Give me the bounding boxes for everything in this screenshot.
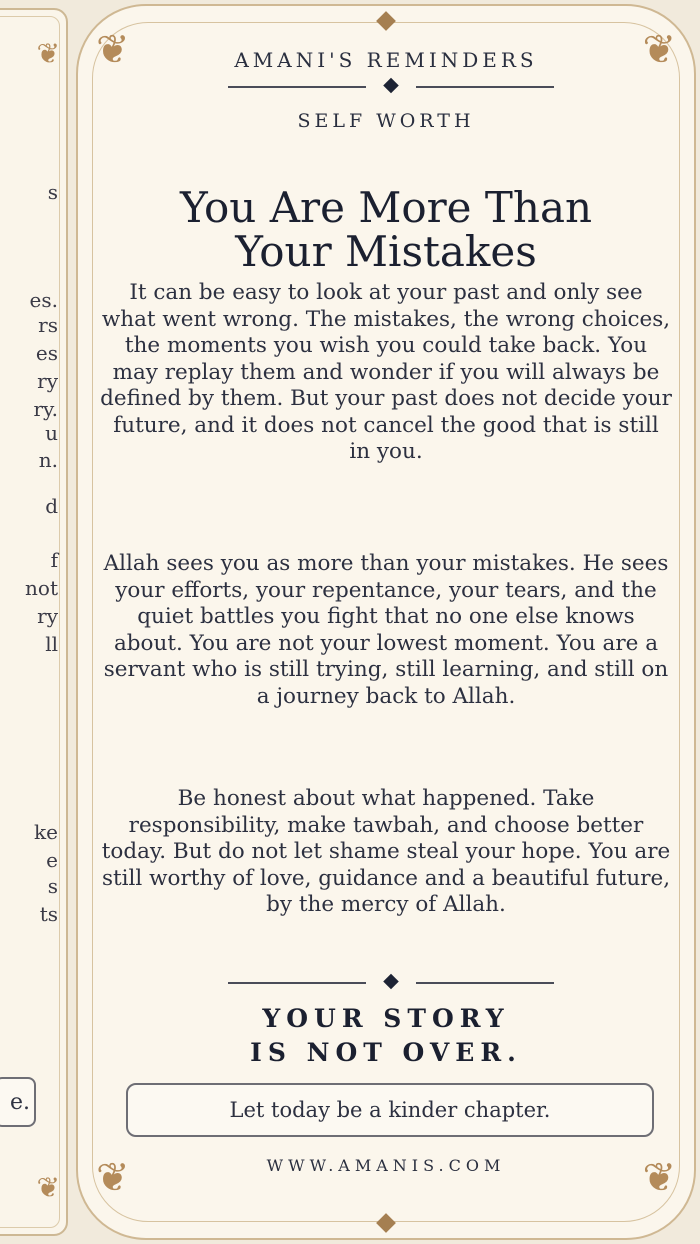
previous-card-note-text: e. <box>9 1089 30 1115</box>
fleur-ornament-icon: ❦ <box>36 37 60 70</box>
previous-card-note <box>0 1077 36 1127</box>
previous-card-text-fragment: ll <box>45 632 58 656</box>
fleur-ornament-icon: ❦ <box>642 27 676 73</box>
previous-card-text-fragment: e <box>46 848 58 872</box>
fleur-ornament-icon: ❦ <box>96 27 130 73</box>
previous-card <box>0 8 68 1236</box>
closing-line-2: IS NOT OVER. <box>250 1038 522 1067</box>
closing-statement <box>78 1002 694 1070</box>
previous-card-text-fragment: ry <box>37 369 58 393</box>
previous-card-text-fragment: ke <box>34 820 58 844</box>
body-paragraph: It can be easy to look at your past and only see what went wrong. The mistakes, the wrong choices, the moments you wish you could take back. You may replay them and wonder if you will always be defined by them. But your past does not decide your future, and it does not cancel the good that is still in you. <box>100 280 672 464</box>
body-paragraph: Be honest about what happened. Take responsibility, make tawbah, and choose better today. But do not let shame steal your hope. You are still worthy of love, guidance and a beautiful future, by the mercy of Allah. <box>101 786 671 917</box>
note-text: Let today be a kinder chapter. <box>229 1098 551 1122</box>
website-url: WWW.AMANIS.COM <box>266 1156 506 1175</box>
previous-card-text-fragment: d <box>45 494 58 518</box>
fleur-ornament-icon: ❦ <box>96 1155 130 1201</box>
brand-name: AMANI'S REMINDERS <box>234 48 538 72</box>
previous-card-text-fragment: n. <box>38 448 58 472</box>
previous-card-text-fragment: ry <box>37 604 58 628</box>
previous-card-text-fragment: ry. <box>33 397 58 421</box>
previous-card-text-fragment: ts <box>39 902 58 926</box>
card-title <box>98 183 674 277</box>
diamond-icon <box>383 974 399 990</box>
reminder-card <box>76 4 696 1240</box>
top-divider <box>228 80 554 94</box>
fleur-ornament-icon: ❦ <box>36 1171 60 1204</box>
category-label: SELF WORTH <box>297 110 475 132</box>
previous-card-text-fragment: rs <box>38 313 58 337</box>
previous-card-text-fragment: s <box>47 180 58 204</box>
bottom-divider <box>228 976 554 990</box>
diamond-icon <box>383 78 399 94</box>
previous-card-text-fragment: s <box>47 874 58 898</box>
previous-card-text-fragment: not <box>25 576 58 600</box>
previous-card-text-fragment: es <box>35 341 58 365</box>
previous-card-text-fragment: es. <box>29 288 58 312</box>
note-box <box>126 1083 654 1137</box>
title-line-2: Your Mistakes <box>235 227 537 277</box>
previous-card-text-fragment: f <box>50 548 58 572</box>
title-line-1: You Are More Than <box>179 183 593 233</box>
closing-line-1: YOUR STORY <box>262 1004 510 1033</box>
body-paragraph: Allah sees you as more than your mistakes. He sees your efforts, your repentance, your tears, and the quiet battles you fight that no one else knows about. You are not your lowest moment. You are a servant who is still trying, still learning, and still on a journey back to Allah. <box>103 551 669 709</box>
fleur-ornament-icon: ❦ <box>642 1155 676 1201</box>
previous-card-text-fragment: u <box>45 421 58 445</box>
